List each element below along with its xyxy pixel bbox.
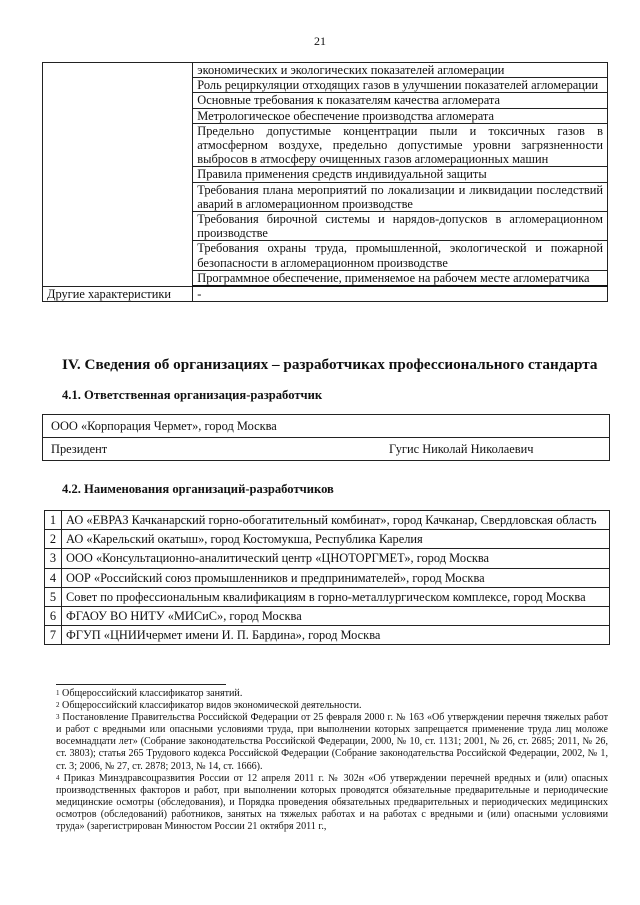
responsible-org-table xyxy=(42,414,610,461)
footnotes xyxy=(56,688,608,833)
knowledge-row-text: - xyxy=(193,286,608,302)
responsible-org-name: ООО «Корпорация Чермет», город Москва xyxy=(43,415,610,438)
developer-name: АО «Карельский окатыш», город Костомукша, Республика Карелия xyxy=(62,530,610,549)
developers-heading: 4.2. Наименования организаций-разработчиков xyxy=(62,482,334,496)
developer-number: 1 xyxy=(45,511,62,530)
footnote xyxy=(56,773,608,833)
knowledge-row xyxy=(43,108,608,123)
developer-number: 4 xyxy=(45,568,62,587)
knowledge-row xyxy=(43,93,608,108)
knowledge-row xyxy=(43,241,608,270)
knowledge-row-text: Роль рециркуляции отходящих газов в улучшении показателей агломерации xyxy=(193,78,608,93)
knowledge-row xyxy=(43,123,608,167)
knowledge-row-label xyxy=(43,167,193,182)
knowledge-row-label: Другие характеристики xyxy=(43,286,193,302)
developer-row xyxy=(45,549,610,568)
knowledge-row-label xyxy=(43,93,193,108)
developer-number: 5 xyxy=(45,587,62,606)
knowledge-row xyxy=(43,78,608,93)
developer-row xyxy=(45,568,610,587)
knowledge-row-label xyxy=(43,108,193,123)
footnote-mark: 4 xyxy=(56,773,60,782)
developer-row xyxy=(45,607,610,626)
knowledge-row-text: Правила применения средств индивидуальной защиты xyxy=(193,167,608,182)
footnote xyxy=(56,700,608,712)
footnote-text: Приказ Минздравсоцразвития России от 12 апреля 2011 г. № 302н «Об утверждении перечней вредных и (или) опасных производственных факторов и работ, при выполнении которых проводятся обязательные предварительные и периодические медицинские осмотры (обследования), и Порядка проведения обязательных предварительных и периодических медицинских осмотров (обследований) работников, занятых на тяжелых работах и на работах с вредными и (или) опасными условиями труда» (зарегистрирован Минюстом России 21 октября 2011 г., xyxy=(56,772,608,833)
knowledge-row-label xyxy=(43,63,193,78)
footnote-text: Общероссийский классификатор видов экономической деятельности. xyxy=(59,700,362,712)
developer-name: ООО «Консультационно-аналитический центр «ЦНОТОРГМЕТ», город Москва xyxy=(62,549,610,568)
footnote-mark: 1 xyxy=(56,689,60,697)
knowledge-row xyxy=(43,270,608,286)
developer-name: ФГУП «ЦНИИчермет имени И. П. Бардина», город Москва xyxy=(62,626,610,645)
developer-name: ООР «Российский союз промышленников и предпринимателей», город Москва xyxy=(62,568,610,587)
developer-row xyxy=(45,587,610,606)
responsible-person: Гугис Николай Николаевич xyxy=(331,438,610,461)
knowledge-row-label xyxy=(43,270,193,286)
developer-number: 3 xyxy=(45,549,62,568)
footnote xyxy=(56,712,608,772)
developer-row xyxy=(45,511,610,530)
knowledge-row-text: Программное обеспечение, применяемое на рабочем месте агломератчика xyxy=(193,270,608,286)
knowledge-row-text: Требования охраны труда, промышленной, экологической и пожарной безопасности в агломерационном производстве xyxy=(193,241,608,270)
knowledge-row-text: Основные требования к показателям качества агломерата xyxy=(193,93,608,108)
developer-name: ФГАОУ ВО НИТУ «МИСиС», город Москва xyxy=(62,607,610,626)
knowledge-row-text: Метрологическое обеспечение производства агломерата xyxy=(193,108,608,123)
knowledge-row xyxy=(43,167,608,182)
developer-number: 6 xyxy=(45,607,62,626)
responsible-heading: 4.1. Ответственная организация-разработчик xyxy=(62,388,323,402)
page-number: 21 xyxy=(314,34,326,48)
knowledge-row-label xyxy=(43,182,193,211)
knowledge-row-text: экономических и экологических показателей агломерации xyxy=(193,63,608,78)
footnote-mark: 2 xyxy=(56,701,60,710)
knowledge-row-label xyxy=(43,212,193,241)
developer-number: 7 xyxy=(45,626,62,645)
developer-number: 2 xyxy=(45,530,62,549)
knowledge-row-text: Предельно допустимые концентрации пыли и токсичных газов в атмосферном воздухе, предельно допустимые уровни загрязненности выбросов в атмосферу очищенных газов агломерационных машин xyxy=(193,123,608,167)
knowledge-row xyxy=(43,286,608,302)
knowledge-table xyxy=(42,62,608,302)
footnote-text: Постановление Правительства Российской Федерации от 25 февраля 2000 г. № 163 «Об утверждении перечня тяжелых работ и работ с вредными или опасными условиями труда, при выполнении которых запрещается применение труда лиц моложе восемнадцати лет» (Собрание законодательства Российской Федерации, 2000, № 10, ст. 1131; 2001, № 26, ст. 2685; 2011, № 26, ст. 3803); статья 265 Трудового кодекса Российской Федерации (Собрание законодательства Российской Федерации, 2002, № 1, ст. 3; 2006, № 27, ст. 2878; 2013, № 14, ст. 1666). xyxy=(56,712,608,772)
responsible-position: Президент xyxy=(43,438,332,461)
knowledge-row-label xyxy=(43,123,193,167)
footnote xyxy=(56,688,608,700)
footnote-text: Общероссийский классификатор занятий. xyxy=(59,688,243,699)
developer-row xyxy=(45,530,610,549)
knowledge-row xyxy=(43,182,608,211)
developer-row xyxy=(45,626,610,645)
section-heading: IV. Сведения об организациях – разработчиках профессионального стандарта xyxy=(62,356,598,373)
knowledge-row-label xyxy=(43,241,193,270)
developer-name: Совет по профессиональным квалификациям в горно-металлургическом комплексе, город Москва xyxy=(62,587,610,606)
knowledge-row xyxy=(43,212,608,241)
knowledge-row-label xyxy=(43,78,193,93)
developers-table xyxy=(44,510,610,645)
footnote-separator xyxy=(56,684,226,685)
knowledge-row-text: Требования плана мероприятий по локализации и ликвидации последствий аварий в агломерационном производстве xyxy=(193,182,608,211)
footnote-mark: 3 xyxy=(56,713,60,722)
knowledge-row xyxy=(43,63,608,78)
knowledge-row-text: Требования бирочной системы и нарядов-допусков в агломерационном производстве xyxy=(193,212,608,241)
developer-name: АО «ЕВРАЗ Качканарский горно-обогатительный комбинат», город Качканар, Свердловская область xyxy=(62,511,610,530)
